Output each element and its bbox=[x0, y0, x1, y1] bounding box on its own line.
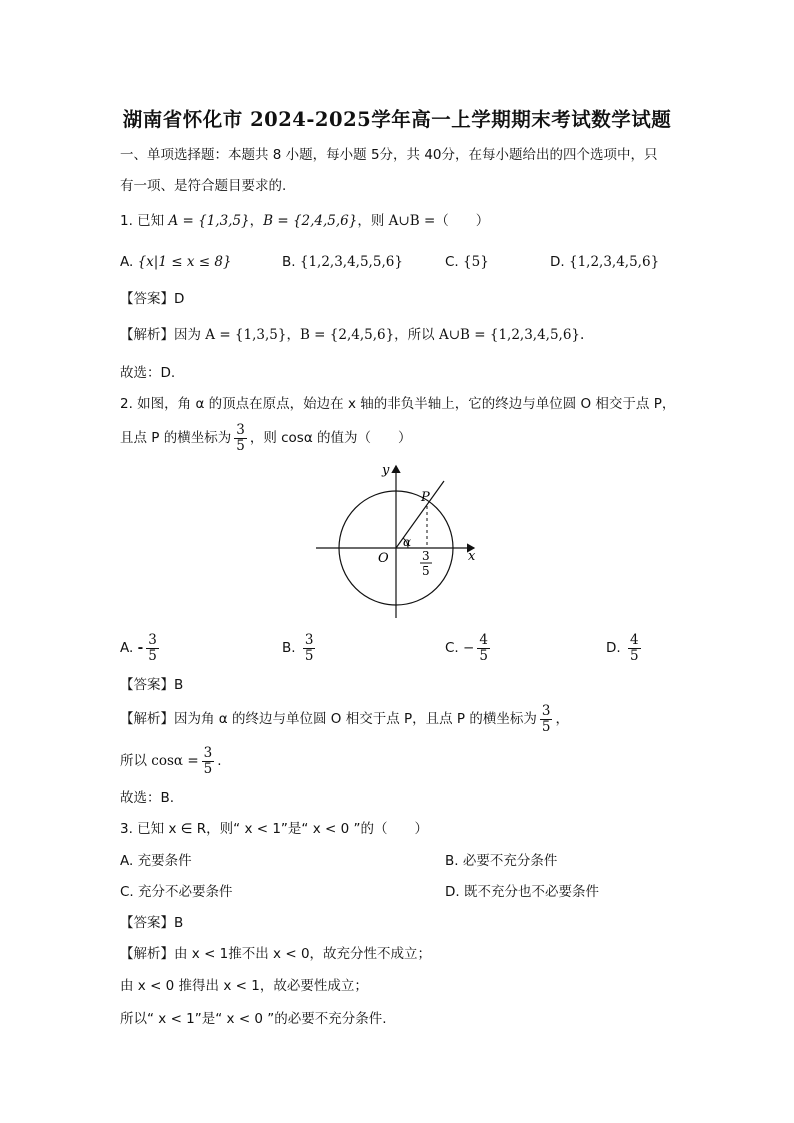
q2-stem-post: ，则 cosα 的值为（ ） bbox=[249, 430, 412, 446]
analysis-tag: 【解析】 bbox=[120, 946, 174, 962]
option-text: 充要条件 bbox=[137, 853, 192, 869]
fraction: $\frac{4}{5}$ bbox=[479, 631, 488, 664]
origin-label: O bbox=[378, 551, 389, 566]
q1-stem bbox=[120, 211, 489, 231]
q3-option-c bbox=[120, 882, 233, 902]
analysis-pre: 因为角 α 的终边与单位圆 O 相交于点 P，且点 P 的横坐标为 bbox=[174, 711, 537, 727]
so-post: . bbox=[217, 753, 222, 769]
q2-stem-line2 bbox=[120, 420, 412, 456]
q3-answer bbox=[120, 913, 183, 933]
q2-option-a bbox=[120, 628, 162, 668]
fraction: $\frac{3}{5}$ bbox=[236, 421, 245, 454]
option-label: A. bbox=[120, 853, 134, 869]
answer-value: B bbox=[174, 677, 184, 693]
option-label: D. bbox=[445, 884, 460, 900]
option-label: B. bbox=[445, 853, 459, 869]
q3-analysis-3: 所以“ x < 1”是“ x < 0 ”的必要不充分条件. bbox=[120, 1011, 387, 1027]
q1-stem-tail: ，则 A∪B =（ ） bbox=[357, 213, 490, 229]
analysis-text: 由 x < 1推不出 x < 0，故充分性不成立； bbox=[174, 946, 432, 962]
option-sign: - bbox=[137, 640, 144, 656]
answer-tag: 【答案】 bbox=[120, 915, 174, 931]
alpha-label: α bbox=[403, 535, 412, 549]
option-label: D. bbox=[550, 254, 565, 270]
option-label: C. bbox=[120, 884, 134, 900]
option-text: {5} bbox=[463, 254, 489, 270]
option-text: 必要不充分条件 bbox=[462, 853, 558, 869]
tick-numerator: 3 bbox=[422, 549, 430, 563]
q1-number: 1. 已知 bbox=[120, 213, 165, 229]
q1-sep: ， bbox=[249, 213, 264, 229]
answer-tag: 【答案】 bbox=[120, 291, 174, 307]
q3-option-b bbox=[445, 851, 557, 871]
option-label: D. bbox=[606, 640, 621, 656]
option-text: 既不充分也不必要条件 bbox=[463, 884, 599, 900]
q2-answer bbox=[120, 675, 183, 695]
q1-set-b: B = {2,4,5,6} bbox=[263, 213, 358, 229]
q3-option-d bbox=[445, 882, 599, 902]
q2-option-b bbox=[282, 628, 318, 668]
q1-option-d bbox=[550, 252, 659, 272]
fraction: $\frac{3}{5}$ bbox=[304, 631, 314, 664]
q1-conclusion: 故选：D. bbox=[120, 365, 176, 381]
section-intro-line1: 一、单项选择题：本题共 8 小题，每小题 5分，共 40分，在每小题给出的四个选项中，只 bbox=[120, 147, 658, 163]
q3-option-a bbox=[120, 851, 192, 871]
option-label: C. bbox=[445, 640, 459, 656]
q1-analysis bbox=[120, 325, 584, 345]
answer-value: B bbox=[174, 915, 184, 931]
option-label: C. bbox=[445, 254, 459, 270]
option-label: B. bbox=[282, 254, 296, 270]
option-label: B. bbox=[282, 640, 296, 656]
option-text: {1,2,3,4,5,5,6} bbox=[299, 254, 403, 270]
option-text: {1,2,3,4,5,6} bbox=[568, 254, 660, 270]
q2-stem-line1: 2. 如图，角 α 的顶点在原点，始边在 x 轴的非负半轴上，它的终边与单位圆 O 相交于点 P， bbox=[120, 396, 676, 412]
q2-stem-pre: 且点 P 的横坐标为 bbox=[120, 430, 232, 446]
option-sign: − bbox=[463, 640, 475, 656]
option-label: A. bbox=[120, 254, 134, 270]
q3-stem: 3. 已知 x ∈ R，则“ x < 1”是“ x < 0 ”的（ ） bbox=[120, 821, 428, 837]
q2-conclusion: 故选：B. bbox=[120, 790, 175, 806]
fraction: $\frac{4}{5}$ bbox=[629, 631, 639, 664]
q2-option-c bbox=[445, 628, 493, 668]
analysis-tag: 【解析】 bbox=[120, 711, 174, 727]
q2-option-d bbox=[606, 628, 644, 668]
answer-value: D bbox=[174, 291, 185, 307]
q1-set-a: A = {1,3,5} bbox=[168, 213, 250, 229]
analysis-text: 因为 A = {1,3,5}，B = {2,4,5,6}，所以 A∪B = {1,2,3,4,5,6}. bbox=[174, 327, 585, 343]
q1-option-b bbox=[282, 252, 403, 272]
option-text: 充分不必要条件 bbox=[138, 884, 233, 900]
so-pre: 所以 cosα = bbox=[120, 753, 199, 769]
answer-tag: 【答案】 bbox=[120, 677, 174, 693]
unit-circle-figure bbox=[314, 460, 484, 620]
q3-analysis-1 bbox=[120, 944, 431, 964]
section-intro-line2: 有一项、是符合题目要求的. bbox=[120, 178, 287, 194]
point-p-label: P bbox=[421, 490, 430, 505]
analysis-tag: 【解析】 bbox=[120, 327, 174, 343]
q2-so bbox=[120, 742, 222, 780]
fraction: $\frac{3}{5}$ bbox=[541, 702, 551, 735]
q1-option-a bbox=[120, 252, 232, 272]
fraction: $\frac{3}{5}$ bbox=[148, 631, 157, 664]
x-axis-label: x bbox=[468, 549, 476, 564]
q1-answer bbox=[120, 289, 184, 309]
q3-analysis-2: 由 x < 0 推得出 x < 1，故必要性成立； bbox=[120, 978, 368, 994]
option-label: A. bbox=[120, 640, 134, 656]
page-title: 湖南省怀化市 2024-2025学年高一上学期期末考试数学试题 bbox=[122, 108, 672, 131]
analysis-post: ， bbox=[555, 711, 569, 727]
fraction: $\frac{3}{5}$ bbox=[203, 744, 213, 777]
q2-analysis bbox=[120, 700, 569, 738]
y-axis-label: y bbox=[382, 463, 390, 478]
tick-denominator: 5 bbox=[422, 564, 430, 578]
option-text: {x|1 ≤ x ≤ 8} bbox=[137, 254, 232, 270]
q1-option-c bbox=[445, 252, 489, 272]
